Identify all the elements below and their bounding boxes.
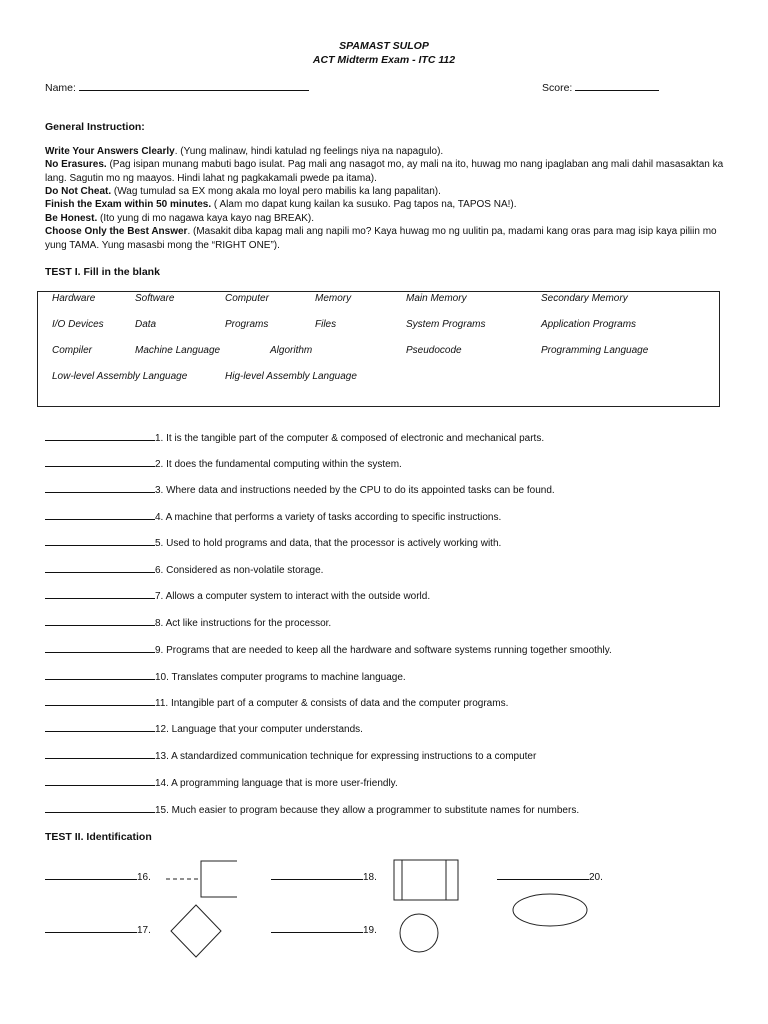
score-label: Score: [542,82,573,94]
answer-blank[interactable] [45,750,155,759]
instruction-bold: Be Honest. [45,213,98,224]
word-bank-item: Machine Language [135,345,221,356]
word-bank-box [37,291,720,407]
circle-icon [400,914,438,952]
instruction-text: . (Masakit diba kapag mali ang napili mo? Kaya huwag mo ng uulitin pa, madami kang oras para mag isip kaya piliin mo yung TAMA. Yung masasbi mong the “RIGHT ONE”). [45,226,717,251]
word-bank-item: Low-level Assembly Language [52,371,188,382]
instruction-bold: No Erasures. [45,159,107,170]
word-bank-item: Hardware [52,293,96,304]
test2-heading: TEST II. Identification [45,831,152,843]
identification-item [45,924,151,936]
question-row [45,617,331,629]
question-row [45,777,398,789]
instruction-text: ( Alam mo dapat kung kailan ka susuko. Pag tapos na, TAPOS NA!). [211,199,517,210]
answer-blank[interactable] [45,924,137,933]
instruction-item [45,185,725,199]
name-label: Name: [45,82,76,94]
score-row [542,80,659,94]
instruction-bold: Do Not Cheat. [45,186,112,197]
question-row [45,458,402,470]
question-text: 15. Much easier to program because they allow a programmer to substitute names for numbers. [155,805,580,816]
question-row [45,590,430,602]
question-text: 6. Considered as non-volatile storage. [155,565,324,576]
instruction-item [45,145,725,159]
question-text: 2. It does the fundamental computing within the system. [155,459,402,470]
word-bank-item: Pseudocode [406,345,462,356]
question-text: 10. Translates computer programs to machine language. [155,672,406,683]
question-row [45,537,501,549]
question-text: 11. Intangible part of a computer & consists of data and the computer programs. [155,698,509,709]
answer-blank[interactable] [45,697,155,706]
name-blank[interactable] [79,80,309,91]
instructions-heading: General Instruction: [45,121,145,133]
diamond-icon [171,905,221,957]
answer-blank[interactable] [45,617,155,626]
question-row [45,484,555,496]
ellipse-icon [513,894,587,926]
connector-line-box-icon [166,861,237,897]
question-row [45,432,544,444]
word-bank-item: Memory [315,293,352,304]
answer-blank[interactable] [45,484,155,493]
answer-blank[interactable] [45,537,155,546]
answer-blank[interactable] [45,644,155,653]
answer-blank[interactable] [45,590,155,599]
question-text: 14. A programming language that is more user-friendly. [155,778,398,789]
word-bank-item: Compiler [52,345,93,356]
question-text: 9. Programs that are needed to keep all the hardware and software systems running together smoothly. [155,645,612,656]
question-row [45,564,323,576]
word-bank-item: Algorithm [270,345,313,356]
question-text: 12. Language that your computer understands. [155,724,363,735]
instruction-item [45,198,725,212]
answer-blank[interactable] [45,432,155,441]
question-row [45,804,579,816]
word-bank-item: Application Programs [541,319,637,330]
instruction-item [45,212,725,226]
identification-item [45,871,151,883]
answer-blank[interactable] [45,671,155,680]
name-row [45,80,309,94]
answer-blank[interactable] [271,924,363,933]
exam-title: ACT Midterm Exam - ITC 112 [312,54,456,66]
word-bank-item: Main Memory [406,293,467,304]
test1-heading: TEST I. Fill in the blank [45,266,160,278]
item-number: 18. [363,872,377,883]
item-number: 16. [137,872,151,883]
word-bank-item: Computer [225,293,269,304]
instruction-text: (Pag isipan munang mabuti bago isulat. Pag mali ang nasagot mo, ay mali na ito, huwag mo nang ipaglaban ang mali dahil masasaktan ka lang. Sagutin mo ng maayos. Hindi lahat ng pagkakamali pwede pa itama). [45,159,724,184]
answer-blank[interactable] [45,458,155,467]
word-bank-item: System Programs [406,319,486,330]
question-text: 13. A standardized communication technique for expressing instructions to a computer [155,751,537,762]
item-number: 17. [137,925,151,936]
question-row [45,750,536,762]
identification-item [271,871,377,883]
item-number: 19. [363,925,377,936]
instruction-text: (Wag tumulad sa EX mong akala mo loyal pero mabilis ka lang papalitan). [111,186,441,197]
word-bank-item: Programs [225,319,269,330]
instruction-bold: Finish the Exam within 50 minutes. [45,199,212,210]
predefined-process-icon [394,860,458,900]
answer-blank[interactable] [45,564,155,573]
answer-blank[interactable] [45,871,137,880]
answer-blank[interactable] [45,723,155,732]
instruction-text: (Ito yung di mo nagawa kaya kayo nag BREAK). [97,213,315,224]
instruction-text: . (Yung malinaw, hindi katulad ng feelings niya na napagulo). [174,146,444,157]
question-row [45,511,501,523]
question-row [45,644,612,656]
instruction-item [45,158,725,185]
item-number: 20. [589,872,603,883]
word-bank-item: Programming Language [541,345,649,356]
question-row [45,723,363,735]
question-text: 3. Where data and instructions needed by the CPU to do its appointed tasks can be found. [155,485,555,496]
answer-blank[interactable] [45,777,155,786]
identification-item [271,924,377,936]
instruction-bold: Choose Only the Best Answer [45,226,188,237]
word-bank-item: Software [135,293,175,304]
question-text: 5. Used to hold programs and data, that the processor is actively working with. [155,538,502,549]
question-text: 4. A machine that performs a variety of tasks according to specific instructions. [155,512,502,523]
instruction-bold: Write Your Answers Clearly [45,146,175,157]
question-text: 1. It is the tangible part of the computer & composed of electronic and mechanical parts. [155,433,545,444]
word-bank-item: Secondary Memory [541,293,628,304]
word-bank-item: Files [315,319,337,330]
word-bank-item: I/O Devices [52,319,104,330]
question-row [45,697,508,709]
word-bank-item: Hig-level Assembly Language [225,371,357,382]
question-row [45,671,406,683]
answer-blank[interactable] [45,804,155,813]
question-text: 7. Allows a computer system to interact with the outside world. [155,591,431,602]
question-text: 8. Act like instructions for the processor. [155,618,332,629]
school-title: SPAMAST SULOP [339,40,429,52]
identification-item [497,871,603,883]
answer-blank[interactable] [45,511,155,520]
answer-blank[interactable] [497,871,589,880]
score-blank[interactable] [575,80,659,91]
answer-blank[interactable] [271,871,363,880]
word-bank-item: Data [135,319,157,330]
instruction-item [45,225,725,252]
